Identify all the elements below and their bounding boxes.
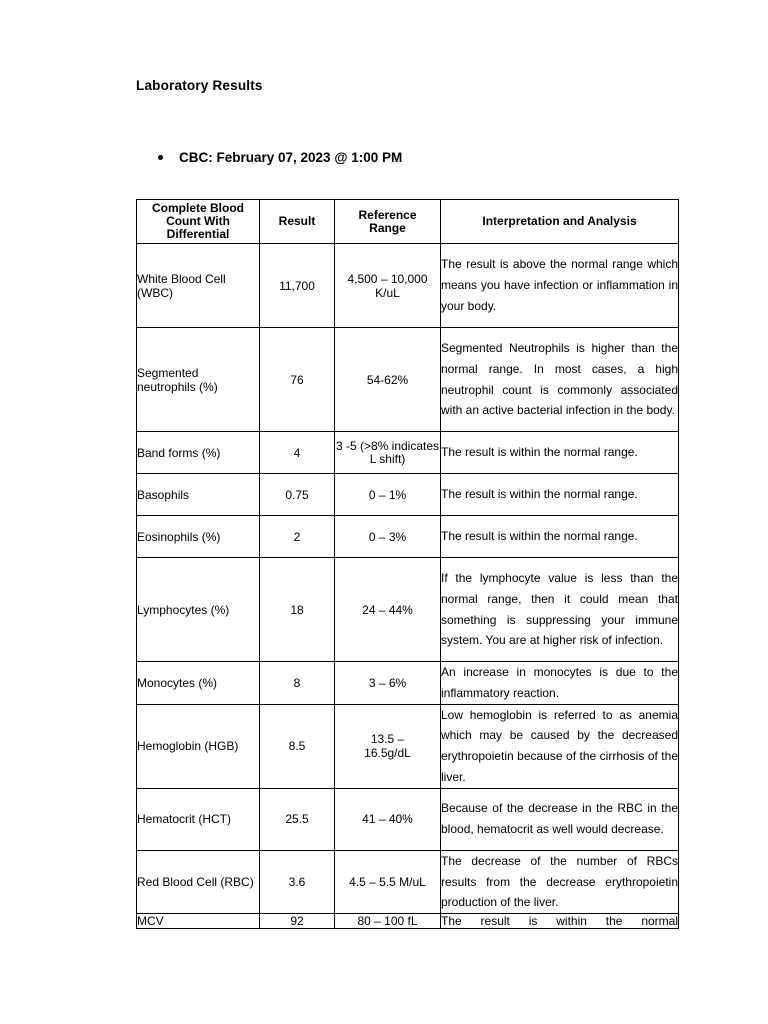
test-reference: 0 – 1%: [335, 474, 441, 516]
table-row: [137, 662, 679, 705]
test-result: 8.5: [260, 704, 335, 788]
table-row: [137, 850, 679, 913]
table-row: [137, 788, 679, 850]
test-result: 25.5: [260, 788, 335, 850]
test-interpretation: An increase in monocytes is due to the inflammatory reaction.: [441, 662, 679, 705]
test-reference: 41 – 40%: [335, 788, 441, 850]
table-row: [137, 244, 679, 328]
test-interpretation: The result is within the normal range.: [441, 516, 679, 558]
header-reference: Reference Range: [335, 200, 441, 244]
section-heading: [158, 150, 402, 165]
table-row: [137, 704, 679, 788]
test-interpretation: Low hemoglobin is referred to as anemia which may be caused by the decreased erythropoietin because of the cirrhosis of the liver.: [441, 704, 679, 788]
test-reference: 54-62%: [335, 328, 441, 432]
test-result: 0.75: [260, 474, 335, 516]
table-header-row: [137, 200, 679, 244]
test-name: Red Blood Cell (RBC): [137, 850, 260, 913]
test-interpretation: The result is within the normal: [441, 914, 678, 929]
test-reference: 0 – 3%: [335, 516, 441, 558]
test-reference: 24 – 44%: [335, 558, 441, 662]
test-reference: 4,500 – 10,000 K/uL: [335, 244, 441, 328]
test-result: 4: [260, 432, 335, 474]
test-interpretation: The result is within the normal range.: [441, 474, 679, 516]
test-reference: 3 – 6%: [335, 662, 441, 705]
table-row: [137, 328, 679, 432]
test-result: 18: [260, 558, 335, 662]
test-interpretation: Because of the decrease in the RBC in the blood, hematocrit as well would decrease.: [441, 788, 679, 850]
test-name: MCV: [137, 914, 260, 929]
section-heading-text: CBC: February 07, 2023 @ 1:00 PM: [179, 150, 403, 165]
test-reference: 80 – 100 fL: [335, 914, 441, 929]
test-name: Monocytes (%): [137, 662, 260, 705]
bullet-icon: [158, 155, 163, 160]
header-result: Result: [260, 200, 335, 244]
test-name: Hemoglobin (HGB): [137, 704, 260, 788]
test-interpretation: Segmented Neutrophils is higher than the normal range. In most cases, a high neutrophil count is commonly associated with an active bacterial infection in the body.: [441, 328, 679, 432]
table-row: [137, 914, 679, 929]
test-name: Lymphocytes (%): [137, 558, 260, 662]
test-name: Eosinophils (%): [137, 516, 260, 558]
header-test: Complete Blood Count With Differential: [137, 200, 260, 244]
page-title: Laboratory Results: [136, 78, 263, 93]
test-reference: 13.5 – 16.5g/dL: [335, 704, 441, 788]
test-result: 2: [260, 516, 335, 558]
test-result: 3.6: [260, 850, 335, 913]
test-reference: 3 -5 (>8% indicates L shift): [335, 432, 441, 474]
test-name: Hematocrit (HCT): [137, 788, 260, 850]
test-interpretation: The result is within the normal range.: [441, 432, 679, 474]
test-result: 8: [260, 662, 335, 705]
test-name: White Blood Cell (WBC): [137, 244, 260, 328]
test-interpretation: The decrease of the number of RBCs results from the decrease erythropoietin production of the liver.: [441, 850, 679, 913]
test-result: 92: [260, 914, 335, 929]
test-interpretation: If the lymphocyte value is less than the normal range, then it could mean that something is suppressing your immune system. You are at higher risk of infection.: [441, 558, 679, 662]
table-row: [137, 516, 679, 558]
table-row: [137, 558, 679, 662]
table-row: [137, 432, 679, 474]
test-name: Basophils: [137, 474, 260, 516]
lab-results-table: [136, 199, 679, 929]
test-name: Band forms (%): [137, 432, 260, 474]
test-interpretation: The result is above the normal range which means you have infection or inflammation in your body.: [441, 244, 679, 328]
test-reference: 4.5 – 5.5 M/uL: [335, 850, 441, 913]
test-result: 76: [260, 328, 335, 432]
table-row: [137, 474, 679, 516]
header-interpretation: Interpretation and Analysis: [441, 200, 679, 244]
test-name: Segmented neutrophils (%): [137, 328, 260, 432]
test-result: 11,700: [260, 244, 335, 328]
